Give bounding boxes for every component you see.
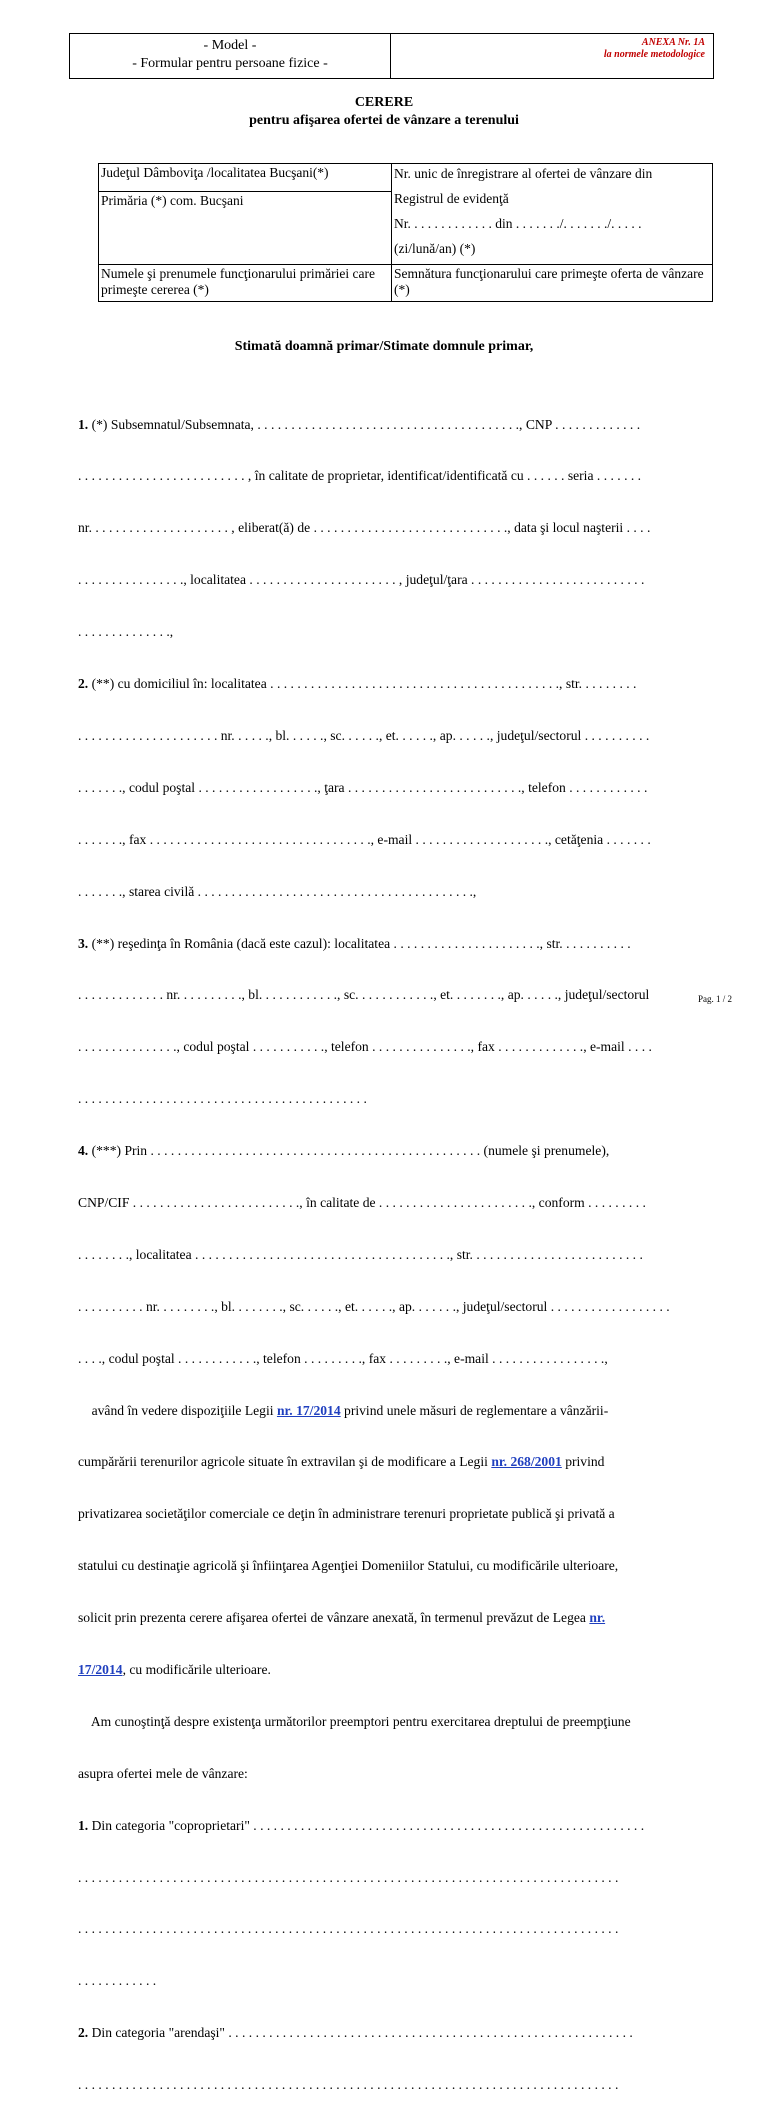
registration-number-cell [392, 164, 712, 264]
body-line: . . . . . . . . . . . . . . . . . . . . . . . . . . . . . . . . . . . . . . . . . . . . . . . . . . . . . . . . . . . . . . . . . . . . . . . . . . . . . . . . [78, 1869, 619, 1885]
form-type-label: - Formular pentru persoane fizice - [132, 56, 328, 71]
body-line: . . . . . . . . . . nr. . . . . . . . ., bl. . . . . . . ., sc. . . . . ., et. . . . . ., ap. . . . . . ., judeţul/sectorul . . . . . . . . . . . . . . . . . . [78, 1298, 670, 1314]
law-17-2014-link[interactable]: nr. 17/2014 [276, 1402, 341, 1418]
greeting: Stimată doamnă primar/Stimate domnule primar, [234, 339, 534, 354]
body-line: cumpărării terenurilor agricole situate în extravilan şi de modificare a Legii nr. 268/2001 privind [78, 1454, 605, 1470]
county-cell: Judeţul Dâmboviţa /localitatea Bucşani(*) [101, 165, 329, 180]
header-model-cell [70, 34, 391, 78]
body-line: . . . . . . ., codul poştal . . . . . . . . . . . . . . . . . ., ţara . . . . . . . . . . . . . . . . . . . . . . . . . ., telefon . . . . . . . . . . . . [78, 779, 648, 795]
body-line: 4. (***) Prin . . . . . . . . . . . . . . . . . . . . . . . . . . . . . . . . . . . . . . . . . . . . . . . . . (numele şi prenumele), [78, 1143, 610, 1159]
header-annex-cell [391, 34, 713, 78]
official-name-cell: Numele şi prenumele funcţionarului primăriei care primeşte cererea (*) [99, 264, 391, 301]
body-line: . . . . . . . . . . . . . ., [78, 624, 174, 640]
law-17-2014-link-part1[interactable]: nr. [589, 1610, 606, 1626]
header-table [69, 33, 714, 79]
body-line: . . . . . . . . . . . . . . . . . . . . . . . . . . . . . . . . . . . . . . . . . . . . . . . . . . . . . . . . . . . . . . . . . . . . . . . . . . . . . . . . [78, 1921, 619, 1937]
body-line: . . . . . . . . . . . . [78, 1973, 157, 1989]
body-line: 2. (**) cu domiciliul în: localitatea . . . . . . . . . . . . . . . . . . . . . . . . . . . . . . . . . . . . . . . . . . ., str. . . . . . . . . [78, 676, 637, 692]
body-line: nr. . . . . . . . . . . . . . . . . . . . . , eliberat(ă) de . . . . . . . . . . . . . . . . . . . . . . . . . . . . ., data şi locul naşterii . . . . [78, 520, 651, 536]
body-line: 2. Din categoria "arendaşi" . . . . . . . . . . . . . . . . . . . . . . . . . . . . . . . . . . . . . . . . . . . . . . . . . . . . . . . . . . . . [78, 2025, 633, 2041]
registration-right-column [392, 164, 712, 301]
document-title: CERERE [354, 95, 414, 110]
model-label: - Model - [203, 38, 257, 53]
signature-cell: Semnătura funcţionarului care primeşte oferta de vânzare (*) [392, 264, 712, 301]
body-line: . . . . . . . . . . . . . . ., codul poştal . . . . . . . . . . ., telefon . . . . . . . . . . . . . . ., fax . . . . . . . . . . . . ., e-mail . . . . [78, 1039, 652, 1055]
body-line: . . . . . . ., starea civilă . . . . . . . . . . . . . . . . . . . . . . . . . . . . . . . . . . . . . . . . ., [78, 883, 477, 899]
registration-table [98, 163, 713, 302]
reg-line-1: Nr. unic de înregistrare al ofertei de vânzare din [394, 166, 653, 181]
body-line: . . . . . . . . . . . . . . . . . . . . . . . . . , în calitate de proprietar, identificat/identificată cu . . . . . . seria . . . . . . . [78, 468, 642, 484]
section-number: 4. [78, 1143, 89, 1159]
body-line: CNP/CIF . . . . . . . . . . . . . . . . . . . . . . . . ., în calitate de . . . . . . . . . . . . . . . . . . . . . . ., conform . . . . . . . . . [78, 1194, 646, 1210]
body-line: 1. Din categoria "coproprietari" . . . . . . . . . . . . . . . . . . . . . . . . . . . . . . . . . . . . . . . . . . . . . . . . . . . . . . . . . . [78, 1817, 645, 1833]
reg-line-4: (zi/lună/an) (*) [394, 241, 476, 256]
body-line: . . . . . . . . . . . . . . . ., localitatea . . . . . . . . . . . . . . . . . . . . . . , judeţul/ţara . . . . . . . . . . . . . . . . . . . . . . . . . . [78, 572, 645, 588]
body-line: . . . . . . . . . . . . . . . . . . . . . . . . . . . . . . . . . . . . . . . . . . . . . . . . . . . . . . . . . . . . . . . . . . . . . . . . . . . . . . . . [78, 2077, 619, 2093]
body-line: . . . . . . ., fax . . . . . . . . . . . . . . . . . . . . . . . . . . . . . . . . ., e-mail . . . . . . . . . . . . . . . . . . . ., cetăţenia . . . . . . . [78, 831, 651, 847]
annex-sub-label: la normele metodologice [603, 49, 705, 60]
body-line: Am cunoştinţă despre existenţa următorilor preemptori pentru exercitarea dreptului de preempţiune [78, 1713, 631, 1729]
section-number: 2. [78, 2025, 89, 2041]
annex-label: ANEXA Nr. 1A [641, 37, 705, 48]
body-line: 3. (**) reşedinţa în România (dacă este cazul): localitatea . . . . . . . . . . . . . . . . . . . . . ., str. . . . . . . . . . . [78, 935, 631, 951]
law-268-2001-link[interactable]: nr. 268/2001 [491, 1454, 562, 1470]
section-number: 3. [78, 935, 89, 951]
form-body [78, 381, 735, 2128]
reg-line-3: Nr. . . . . . . . . . . . . din . . . . . . ./. . . . . . ./. . . . . [394, 216, 642, 231]
body-line: . . . . . . . ., localitatea . . . . . . . . . . . . . . . . . . . . . . . . . . . . . . . . . . . . . ., str. . . . . . . . . . . . . . . . . . . . . . . . . . [78, 1246, 643, 1262]
section-number: 1. [78, 416, 89, 432]
body-line: . . . . . . . . . . . . . . . . . . . . . nr. . . . . ., bl. . . . . ., sc. . . . . ., et. . . . . ., ap. . . . . ., judeţul/sectorul . . . . . . . . . . [78, 727, 650, 743]
document-subtitle: pentru afişarea ofertei de vânzare a terenului [249, 113, 519, 128]
page-number: Pag. 1 / 2 [697, 994, 732, 1004]
reg-line-2: Registrul de evidenţă [394, 191, 509, 206]
town-hall-cell: Primăria (*) com. Bucşani [99, 191, 391, 264]
body-line: având în vedere dispoziţiile Legii nr. 17/2014 privind unele măsuri de reglementare a vânzării- [78, 1402, 609, 1418]
body-line: 1. (*) Subsemnatul/Subsemnata, . . . . . . . . . . . . . . . . . . . . . . . . . . . . . . . . . . . . . . ., CNP . . . . . . . . . . . . . [78, 416, 641, 432]
body-line: statului cu destinaţie agricolă şi înfiinţarea Agenţiei Domeniilor Statului, cu modificările ulterioare, [78, 1558, 619, 1574]
law-17-2014-link-part2[interactable]: 17/2014 [78, 1661, 123, 1677]
body-line: . . . ., codul poştal . . . . . . . . . . . ., telefon . . . . . . . . ., fax . . . . . . . . ., e-mail . . . . . . . . . . . . . . . . ., [78, 1350, 608, 1366]
registration-left-column [99, 164, 392, 301]
body-line: 17/2014, cu modificările ulterioare. [78, 1661, 271, 1677]
section-number: 2. [78, 676, 89, 692]
body-line: asupra ofertei mele de vânzare: [78, 1765, 248, 1781]
body-line: . . . . . . . . . . . . . . . . . . . . . . . . . . . . . . . . . . . . . . . . . . . [78, 1091, 367, 1107]
section-number: 1. [78, 1817, 89, 1833]
body-line: privatizarea societăţilor comerciale ce deţin în administrare terenuri proprietate publică şi privată a [78, 1506, 615, 1522]
body-line: solicit prin prezenta cerere afişarea ofertei de vânzare anexată, în termenul prevăzut de Legea nr. [78, 1610, 606, 1626]
body-line: . . . . . . . . . . . . . nr. . . . . . . . . ., bl. . . . . . . . . . . ., sc. . . . . . . . . . . ., et. . . . . . . ., ap. . . . . ., judeţul/sectorul [78, 987, 650, 1003]
